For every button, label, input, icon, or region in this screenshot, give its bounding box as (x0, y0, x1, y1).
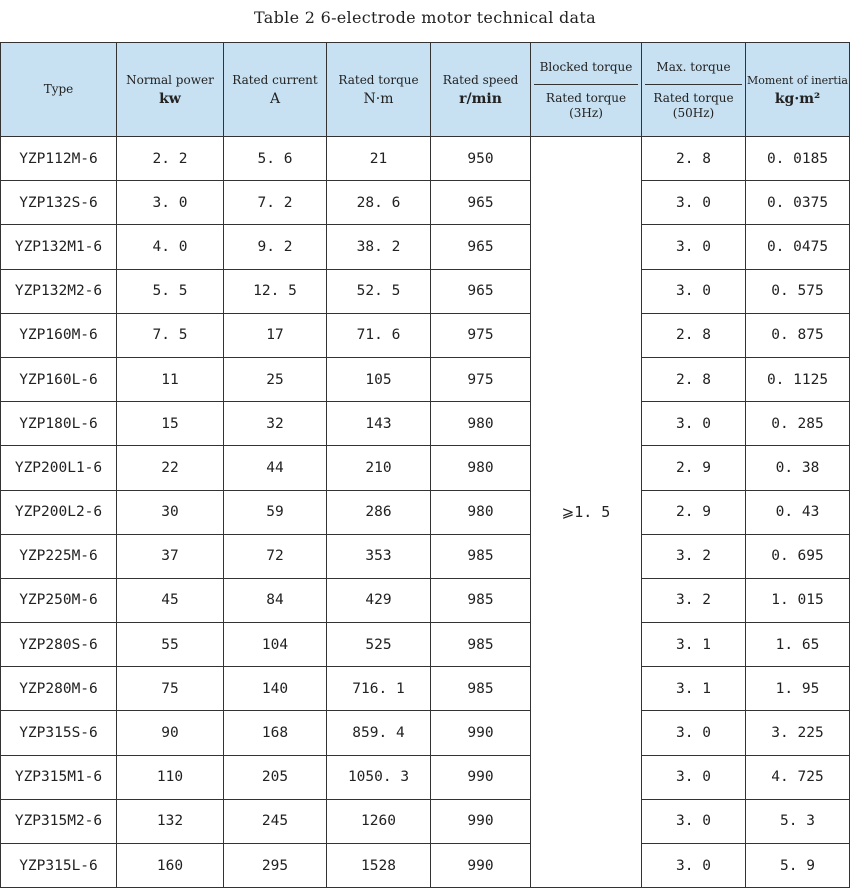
cell-inertia: 0. 0375 (746, 181, 850, 225)
cell-current: 5. 6 (224, 137, 327, 181)
cell-current: 7. 2 (224, 181, 327, 225)
header-inertia (746, 43, 850, 137)
cell-current: 205 (224, 755, 327, 799)
table-row (1, 711, 850, 755)
cell-type: YZP315M1-6 (1, 755, 117, 799)
header-inertia-label: Moment of inertia (747, 73, 848, 87)
cell-speed: 965 (431, 181, 531, 225)
cell-torque: 21 (327, 137, 431, 181)
header-rated-current (224, 43, 327, 137)
cell-power: 30 (117, 490, 224, 534)
cell-type: YZP160L-6 (1, 357, 117, 401)
cell-inertia: 1. 95 (746, 667, 850, 711)
cell-max-torque: 3. 2 (642, 578, 746, 622)
cell-speed: 985 (431, 667, 531, 711)
table-body (1, 137, 850, 888)
table-row (1, 313, 850, 357)
header-max-torque-freq: (50Hz) (672, 105, 715, 120)
header-inertia-unit: kg·m² (774, 90, 821, 107)
cell-max-torque: 3. 1 (642, 667, 746, 711)
cell-power: 132 (117, 799, 224, 843)
header-rated-torque-label: Rated torque (338, 72, 419, 87)
cell-max-torque: 3. 0 (642, 181, 746, 225)
cell-speed: 975 (431, 357, 531, 401)
cell-inertia: 3. 225 (746, 711, 850, 755)
header-normal-power-unit: kw (159, 90, 181, 107)
cell-current: 140 (224, 667, 327, 711)
cell-max-torque: 3. 1 (642, 623, 746, 667)
cell-torque: 71. 6 (327, 313, 431, 357)
cell-inertia: 0. 1125 (746, 357, 850, 401)
cell-current: 12. 5 (224, 269, 327, 313)
cell-power: 37 (117, 534, 224, 578)
cell-current: 72 (224, 534, 327, 578)
cell-type: YZP280M-6 (1, 667, 117, 711)
cell-power: 2. 2 (117, 137, 224, 181)
table-row (1, 623, 850, 667)
cell-inertia: 0. 285 (746, 402, 850, 446)
cell-type: YZP280S-6 (1, 623, 117, 667)
cell-power: 22 (117, 446, 224, 490)
table-row (1, 181, 850, 225)
header-rated-speed-unit: r/min (459, 90, 502, 107)
cell-torque: 1050. 3 (327, 755, 431, 799)
cell-power: 45 (117, 578, 224, 622)
cell-speed: 965 (431, 225, 531, 269)
cell-speed: 990 (431, 844, 531, 888)
cell-type: YZP315M2-6 (1, 799, 117, 843)
header-blocked-torque-bottom: Rated torque (545, 90, 627, 105)
cell-speed: 990 (431, 711, 531, 755)
cell-inertia: 0. 575 (746, 269, 850, 313)
cell-power: 7. 5 (117, 313, 224, 357)
table-row (1, 137, 850, 181)
cell-inertia: 0. 38 (746, 446, 850, 490)
cell-power: 3. 0 (117, 181, 224, 225)
cell-speed: 990 (431, 755, 531, 799)
table-row (1, 799, 850, 843)
header-row (1, 43, 850, 137)
cell-speed: 965 (431, 269, 531, 313)
header-max-torque-bottom: Rated torque (653, 90, 734, 105)
cell-torque: 28. 6 (327, 181, 431, 225)
header-rated-torque-unit: N·m (363, 90, 394, 107)
cell-type: YZP200L2-6 (1, 490, 117, 534)
cell-speed: 980 (431, 490, 531, 534)
cell-max-torque: 2. 8 (642, 313, 746, 357)
cell-type: YZP315S-6 (1, 711, 117, 755)
cell-max-torque: 3. 0 (642, 269, 746, 313)
table-row (1, 269, 850, 313)
cell-max-torque: 3. 0 (642, 799, 746, 843)
table-row (1, 490, 850, 534)
cell-inertia: 5. 9 (746, 844, 850, 888)
cell-inertia: 1. 015 (746, 578, 850, 622)
cell-torque: 52. 5 (327, 269, 431, 313)
cell-type: YZP225M-6 (1, 534, 117, 578)
motor-data-table (0, 42, 850, 888)
cell-type: YZP180L-6 (1, 402, 117, 446)
header-rated-speed (431, 43, 531, 137)
cell-torque: 716. 1 (327, 667, 431, 711)
table-row (1, 402, 850, 446)
header-rated-torque (327, 43, 431, 137)
cell-max-torque: 3. 2 (642, 534, 746, 578)
cell-torque: 1528 (327, 844, 431, 888)
cell-current: 245 (224, 799, 327, 843)
header-blocked-torque-top: Blocked torque (534, 59, 638, 85)
table-row (1, 225, 850, 269)
cell-speed: 950 (431, 137, 531, 181)
cell-inertia: 0. 695 (746, 534, 850, 578)
cell-current: 295 (224, 844, 327, 888)
cell-max-torque: 2. 8 (642, 137, 746, 181)
cell-power: 90 (117, 711, 224, 755)
header-max-torque-top: Max. torque (645, 59, 742, 85)
table-title: Table 2 6-electrode motor technical data (254, 8, 596, 27)
cell-torque: 1260 (327, 799, 431, 843)
cell-torque: 210 (327, 446, 431, 490)
cell-type: YZP132M2-6 (1, 269, 117, 313)
cell-max-torque: 3. 0 (642, 711, 746, 755)
cell-inertia: 0. 43 (746, 490, 850, 534)
cell-type: YZP315L-6 (1, 844, 117, 888)
cell-torque: 525 (327, 623, 431, 667)
cell-power: 110 (117, 755, 224, 799)
cell-max-torque: 2. 8 (642, 357, 746, 401)
cell-max-torque: 2. 9 (642, 490, 746, 534)
cell-max-torque: 3. 0 (642, 225, 746, 269)
cell-speed: 980 (431, 402, 531, 446)
table-row (1, 667, 850, 711)
table-row (1, 446, 850, 490)
cell-current: 84 (224, 578, 327, 622)
header-type (1, 43, 117, 137)
cell-type: YZP132M1-6 (1, 225, 117, 269)
cell-inertia: 0. 0475 (746, 225, 850, 269)
cell-type: YZP132S-6 (1, 181, 117, 225)
cell-speed: 985 (431, 623, 531, 667)
cell-type: YZP200L1-6 (1, 446, 117, 490)
cell-power: 160 (117, 844, 224, 888)
cell-type: YZP160M-6 (1, 313, 117, 357)
cell-inertia: 1. 65 (746, 623, 850, 667)
cell-current: 104 (224, 623, 327, 667)
cell-power: 75 (117, 667, 224, 711)
cell-inertia: 4. 725 (746, 755, 850, 799)
cell-torque: 286 (327, 490, 431, 534)
cell-torque: 859. 4 (327, 711, 431, 755)
table-row (1, 755, 850, 799)
cell-max-torque: 3. 0 (642, 402, 746, 446)
cell-speed: 990 (431, 799, 531, 843)
table-row (1, 357, 850, 401)
cell-speed: 985 (431, 534, 531, 578)
header-normal-power (117, 43, 224, 137)
cell-speed: 975 (431, 313, 531, 357)
cell-torque: 143 (327, 402, 431, 446)
header-rated-speed-label: Rated speed (442, 72, 519, 87)
cell-torque: 38. 2 (327, 225, 431, 269)
cell-power: 5. 5 (117, 269, 224, 313)
table-row (1, 578, 850, 622)
cell-current: 9. 2 (224, 225, 327, 269)
cell-speed: 985 (431, 578, 531, 622)
header-rated-current-label: Rated current (232, 72, 318, 87)
cell-current: 17 (224, 313, 327, 357)
cell-current: 59 (224, 490, 327, 534)
cell-max-torque: 3. 0 (642, 844, 746, 888)
cell-speed: 980 (431, 446, 531, 490)
cell-power: 11 (117, 357, 224, 401)
cell-current: 32 (224, 402, 327, 446)
header-max-torque (642, 43, 746, 137)
cell-power: 55 (117, 623, 224, 667)
header-blocked-torque-freq: (3Hz) (569, 105, 603, 120)
cell-current: 25 (224, 357, 327, 401)
table-row (1, 534, 850, 578)
header-type-label: Type (43, 82, 74, 96)
cell-torque: 429 (327, 578, 431, 622)
cell-max-torque: 3. 0 (642, 755, 746, 799)
cell-inertia: 5. 3 (746, 799, 850, 843)
cell-max-torque: 2. 9 (642, 446, 746, 490)
header-blocked-torque (531, 43, 642, 137)
cell-current: 44 (224, 446, 327, 490)
header-rated-current-unit: A (269, 90, 281, 107)
cell-blocked-torque-ratio: ⩾1. 5 (531, 137, 642, 888)
cell-power: 4. 0 (117, 225, 224, 269)
cell-type: YZP112M-6 (1, 137, 117, 181)
table-row (1, 844, 850, 888)
cell-power: 15 (117, 402, 224, 446)
cell-inertia: 0. 0185 (746, 137, 850, 181)
header-normal-power-label: Normal power (126, 72, 214, 87)
cell-torque: 105 (327, 357, 431, 401)
cell-inertia: 0. 875 (746, 313, 850, 357)
cell-type: YZP250M-6 (1, 578, 117, 622)
cell-current: 168 (224, 711, 327, 755)
cell-torque: 353 (327, 534, 431, 578)
